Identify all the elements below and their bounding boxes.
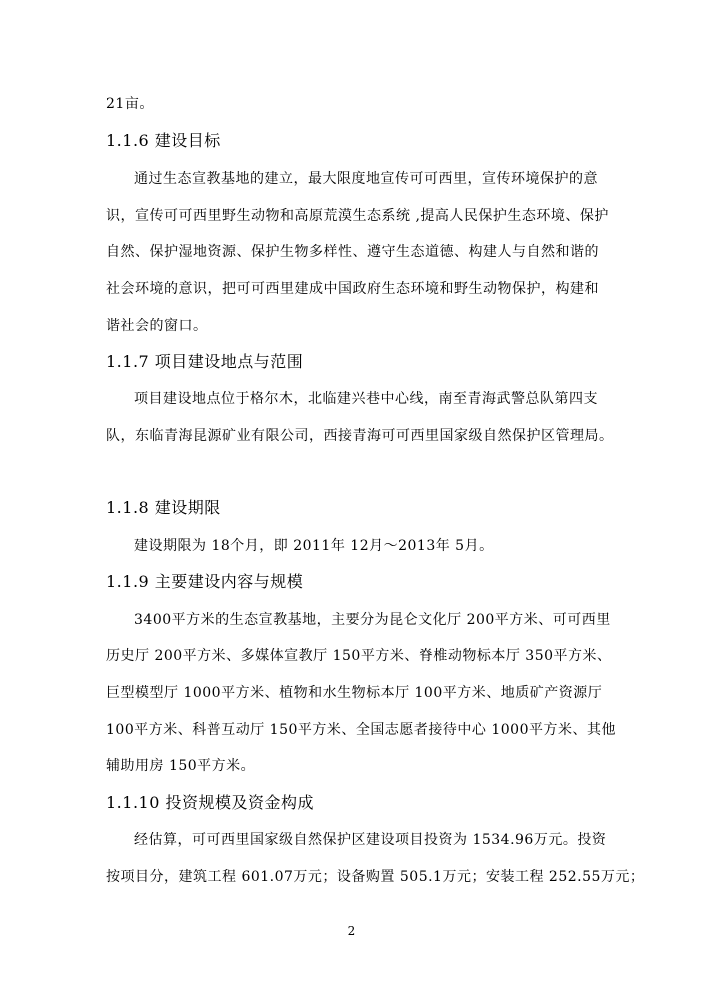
body-text-line: 按项目分，建筑工程 601.07万元；设备购置 505.1万元；安装工程 252.55万元；: [106, 869, 645, 885]
body-text-line: 谐社会的窗口。: [106, 318, 208, 334]
body-text-line: 社会环境的意识，把可可西里建成中国政府生态环境和野生动物保护，构建和: [106, 281, 599, 297]
body-text-line: 通过生态宣教基地的建立，最大限度地宣传可可西里，宣传环境保护的意: [134, 171, 598, 187]
body-text-line: 21亩。: [106, 96, 154, 112]
section-heading-1-1-10: 1.1.10 投资规模及资金构成: [106, 793, 314, 812]
page-number: 2: [347, 924, 356, 938]
body-text-line: 3400平方米的生态宣教基地，主要分为昆仑文化厅 200平方米、可可西里: [134, 612, 611, 628]
section-heading-1-1-6: 1.1.6 建设目标: [106, 131, 221, 150]
body-text-line: 经估算，可可西里国家级自然保护区建设项目投资为 1534.96万元。投资: [134, 832, 607, 848]
body-text-line: 项目建设地点位于格尔木，北临建兴巷中心线，南至青海武警总队第四支: [134, 391, 598, 407]
body-text-line: 100平方米、科普互动厅 150平方米、全国志愿者接待中心 1000平方米、其他: [106, 722, 616, 738]
body-text-line: 识，宣传可可西里野生动物和高原荒漠生态系统 ,提高人民保护生态环境、保护: [106, 208, 609, 224]
body-text-line: 历史厅 200平方米、多媒体宣教厅 150平方米、脊椎动物标本厅 350平方米、: [106, 648, 612, 664]
body-text-line: 巨型模型厅 1000平方米、植物和水生物标本厅 100平方米、地质矿产资源厅: [106, 685, 603, 701]
body-text-line: 建设期限为 18个月，即 2011年 12月～2013年 5月。: [134, 538, 494, 554]
body-text-line: 队，东临青海昆源矿业有限公司，西接青海可可西里国家级自然保护区管理局。: [106, 428, 614, 444]
section-heading-1-1-8: 1.1.8 建设期限: [106, 498, 221, 517]
body-text-line: 自然、保护湿地资源、保护生物多样性、遵守生态道德、构建人与自然和谐的: [106, 244, 599, 260]
section-heading-1-1-7: 1.1.7 项目建设地点与范围: [106, 352, 304, 371]
section-heading-1-1-9: 1.1.9 主要建设内容与规模: [106, 572, 304, 591]
body-text-line: 辅助用房 150平方米。: [106, 758, 256, 774]
